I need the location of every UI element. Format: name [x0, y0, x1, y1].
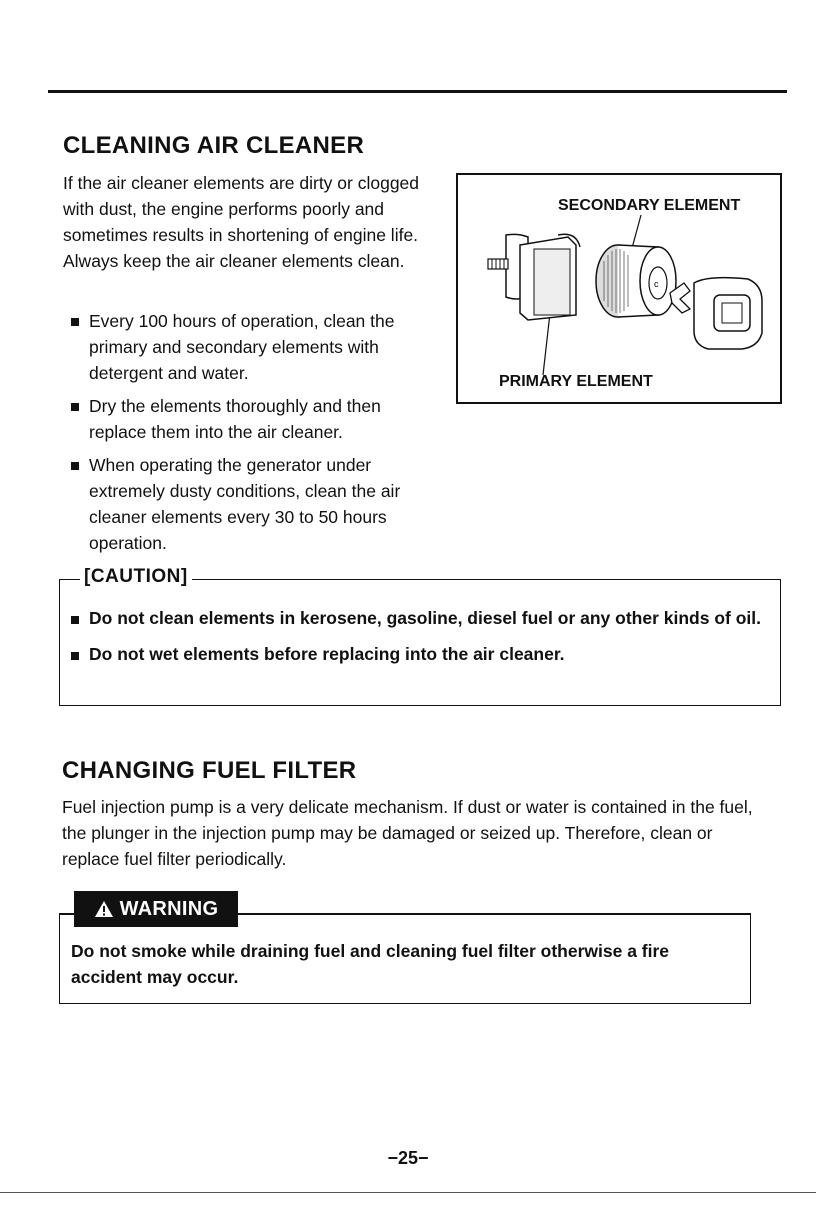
warning-box-top-border-left: [59, 913, 75, 915]
air-cleaner-intro: If the air cleaner elements are dirty or clogged with dust, the engine performs poorly and sometimes results in shortening of engine life. Always keep the air cleaner elements clean.: [63, 173, 420, 271]
air-cleaner-figure: [456, 173, 782, 404]
caution-list: [63, 606, 763, 678]
section-title-fuel-filter: CHANGING FUEL FILTER: [62, 757, 357, 784]
bullet-square-icon: [71, 462, 79, 470]
warning-text: Do not smoke while draining fuel and cleaning fuel filter otherwise a fire accident may occur.: [71, 941, 670, 987]
bullet-square-icon: [71, 403, 79, 411]
primary-element-label: PRIMARY ELEMENT: [499, 373, 653, 390]
air-cleaner-bullets: [63, 308, 423, 563]
warning-label: [74, 891, 238, 927]
footer-rule: [0, 1192, 816, 1193]
warning-title: WARNING: [119, 897, 219, 920]
warning-triangle-icon: [94, 900, 114, 918]
header-rule: [48, 90, 787, 93]
fuel-filter-body: Fuel injection pump is a very delicate mechanism. If dust or water is contained in the fuel, the plunger in the injection pump may be damaged or seized up. Therefore, clean or replace fuel filter periodically.: [62, 797, 753, 869]
list-item: When operating the generator under extremely dusty conditions, clean the air cleaner elements every 30 to 50 hours operation.: [63, 452, 423, 556]
list-item: Every 100 hours of operation, clean the primary and secondary elements with detergent and water.: [63, 308, 423, 386]
caution-title: [CAUTION]: [80, 566, 192, 588]
air-cleaner-diagram-illustration: [458, 175, 780, 402]
bullet-square-icon: [71, 318, 79, 326]
list-item: Do not clean elements in kerosene, gasoline, diesel fuel or any other kinds of oil.: [63, 606, 763, 630]
bullet-square-icon: [71, 652, 79, 660]
section-title-air-cleaner: CLEANING AIR CLEANER: [63, 132, 365, 159]
list-item: Do not wet elements before replacing into the air cleaner.: [63, 642, 763, 666]
page-number: −25−: [387, 1148, 429, 1168]
svg-text:c: c: [654, 279, 659, 289]
list-item: Dry the elements thoroughly and then replace them into the air cleaner.: [63, 393, 423, 445]
secondary-element-label: SECONDARY ELEMENT: [558, 197, 741, 214]
bullet-square-icon: [71, 616, 79, 624]
